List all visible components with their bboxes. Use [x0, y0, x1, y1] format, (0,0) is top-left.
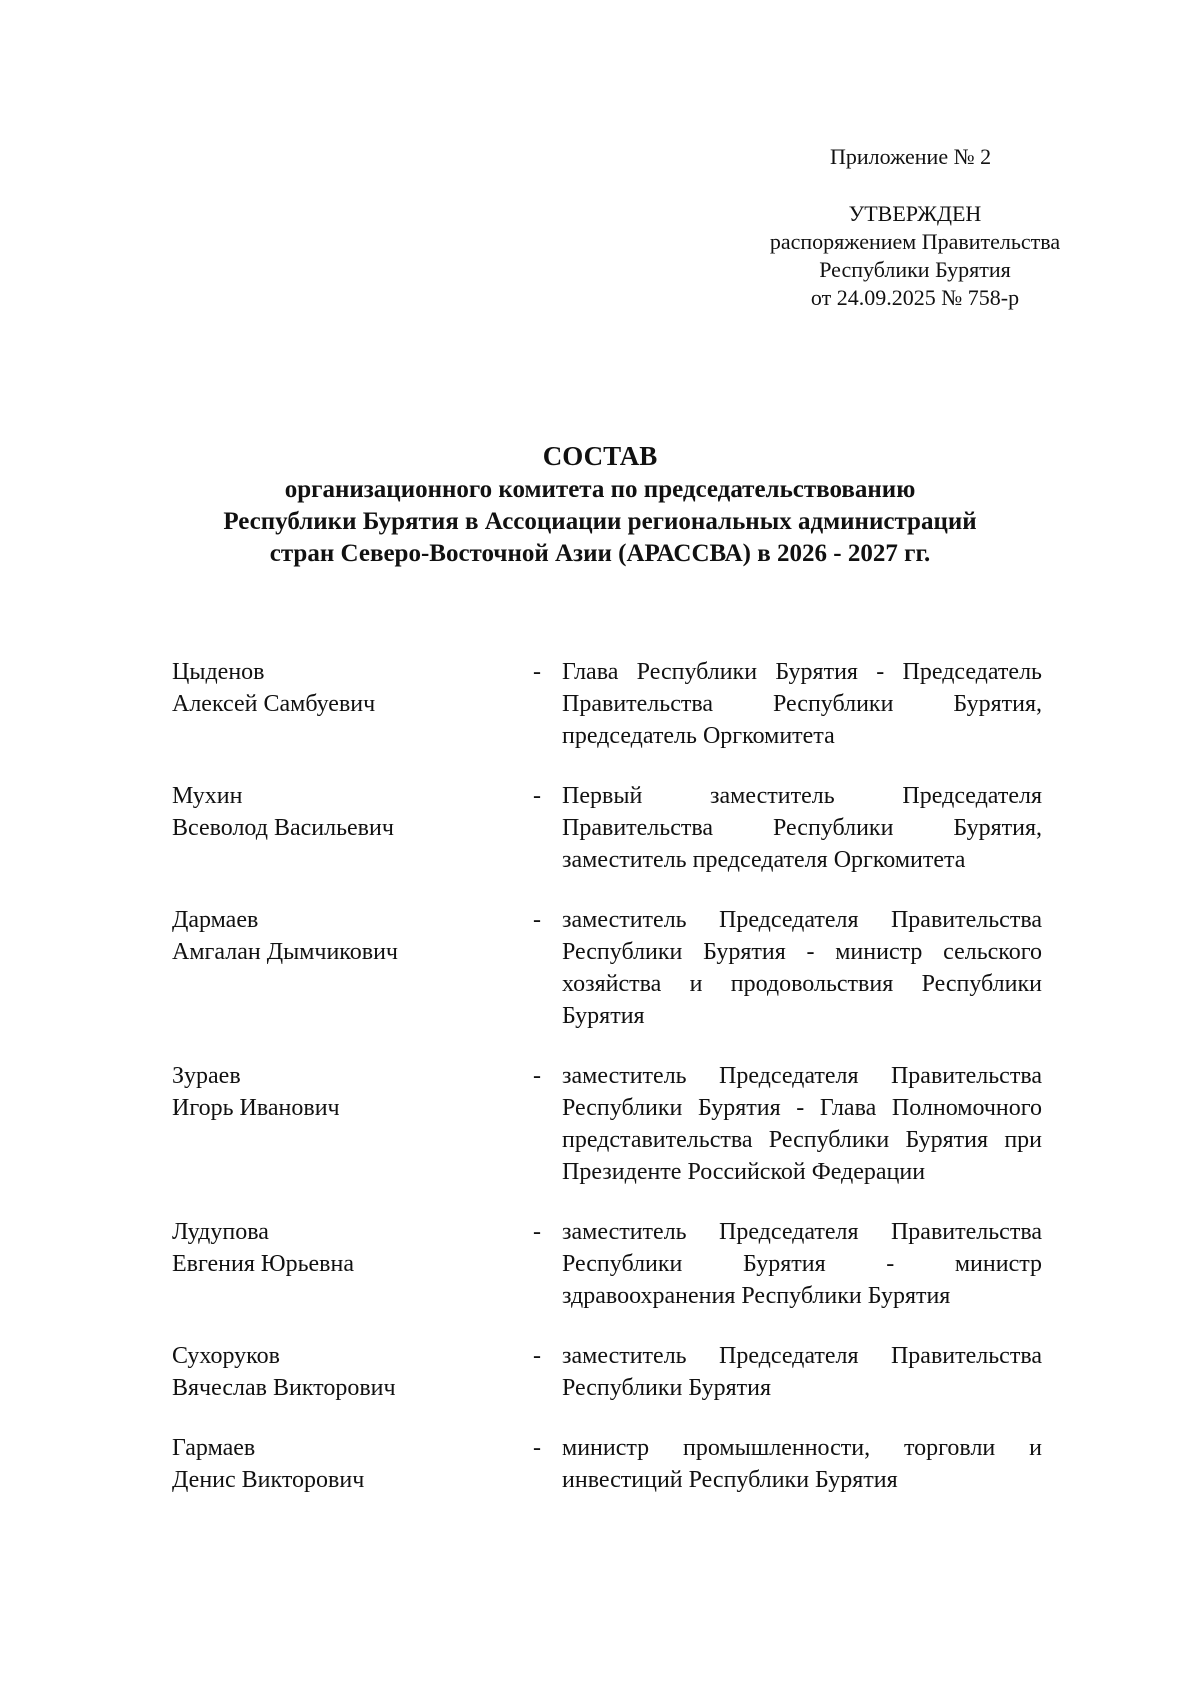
- member-row: [172, 1432, 1072, 1496]
- member-row: [172, 780, 1072, 876]
- member-surname: Зураев: [172, 1063, 241, 1089]
- member-dash: -: [533, 907, 541, 933]
- member-given-name: Амгалан Дымчикович: [172, 939, 398, 965]
- title-line-2: Республики Бурятия в Ассоциации региональных администраций: [223, 508, 977, 535]
- member-surname: Цыденов: [172, 659, 265, 685]
- approval-line-date: от 24.09.2025 № 758-р: [810, 285, 1020, 310]
- member-name: [172, 1432, 512, 1496]
- member-given-name: Алексей Самбуевич: [172, 691, 376, 717]
- approval-line-republic: Республики Бурятия: [819, 257, 1011, 282]
- approval-stamp: [740, 200, 1090, 312]
- member-dash: -: [533, 1343, 541, 1369]
- member-dash: -: [533, 659, 541, 685]
- member-name: [172, 904, 512, 968]
- document-title: [100, 440, 1100, 570]
- approval-line-order: распоряжением Правительства: [769, 229, 1061, 254]
- member-name: [172, 780, 512, 844]
- member-name: [172, 1340, 512, 1404]
- appendix-number: Приложение № 2: [830, 144, 992, 169]
- member-given-name: Всеволод Васильевич: [172, 815, 394, 841]
- member-name: [172, 1216, 512, 1280]
- member-given-name: Вячеслав Викторович: [172, 1375, 396, 1401]
- member-surname: Лудупова: [172, 1219, 269, 1245]
- member-name: [172, 656, 512, 720]
- member-role: Первый заместитель Председателя Правительства Республики Бурятия, заместитель председателя Оргкомитета: [562, 783, 1042, 873]
- members-list: [172, 656, 1072, 1524]
- member-dash: -: [533, 783, 541, 809]
- member-role: Глава Республики Бурятия - Председатель Правительства Республики Бурятия, председатель Оргкомитета: [562, 659, 1042, 749]
- member-given-name: Денис Викторович: [172, 1467, 365, 1493]
- member-role: заместитель Председателя Правительства Республики Бурятия - министр здравоохранения Республики Бурятия: [562, 1219, 1042, 1309]
- member-surname: Сухоруков: [172, 1343, 280, 1369]
- member-dash: -: [533, 1063, 541, 1089]
- member-surname: Гармаев: [172, 1435, 256, 1461]
- member-given-name: Игорь Иванович: [172, 1095, 340, 1121]
- member-row: [172, 1060, 1072, 1188]
- member-row: [172, 904, 1072, 1032]
- title-line-3: стран Северо-Восточной Азии (АРАССВА) в 2026 - 2027 гг.: [269, 540, 931, 567]
- member-given-name: Евгения Юрьевна: [172, 1251, 354, 1277]
- member-role: заместитель Председателя Правительства Республики Бурятия - Глава Полномочного представительства Республики Бурятия при Президенте Российской Федерации: [562, 1063, 1042, 1185]
- member-name: [172, 1060, 512, 1124]
- title-line-1: организационного комитета по председательствованию: [284, 476, 916, 503]
- member-dash: -: [533, 1219, 541, 1245]
- member-role: министр промышленности, торговли и инвестиций Республики Бурятия: [562, 1435, 1042, 1493]
- member-role: заместитель Председателя Правительства Республики Бурятия - министр сельского хозяйства и продовольствия Республики Бурятия: [562, 907, 1042, 1029]
- member-surname: Дармаев: [172, 907, 259, 933]
- member-surname: Мухин: [172, 783, 243, 809]
- member-row: [172, 1340, 1072, 1404]
- member-row: [172, 1216, 1072, 1312]
- title-main: СОСТАВ: [542, 441, 658, 471]
- approval-line-approved: УТВЕРЖДЕН: [848, 201, 982, 226]
- member-dash: -: [533, 1435, 541, 1461]
- member-row: [172, 656, 1072, 752]
- member-role: заместитель Председателя Правительства Республики Бурятия: [562, 1343, 1042, 1401]
